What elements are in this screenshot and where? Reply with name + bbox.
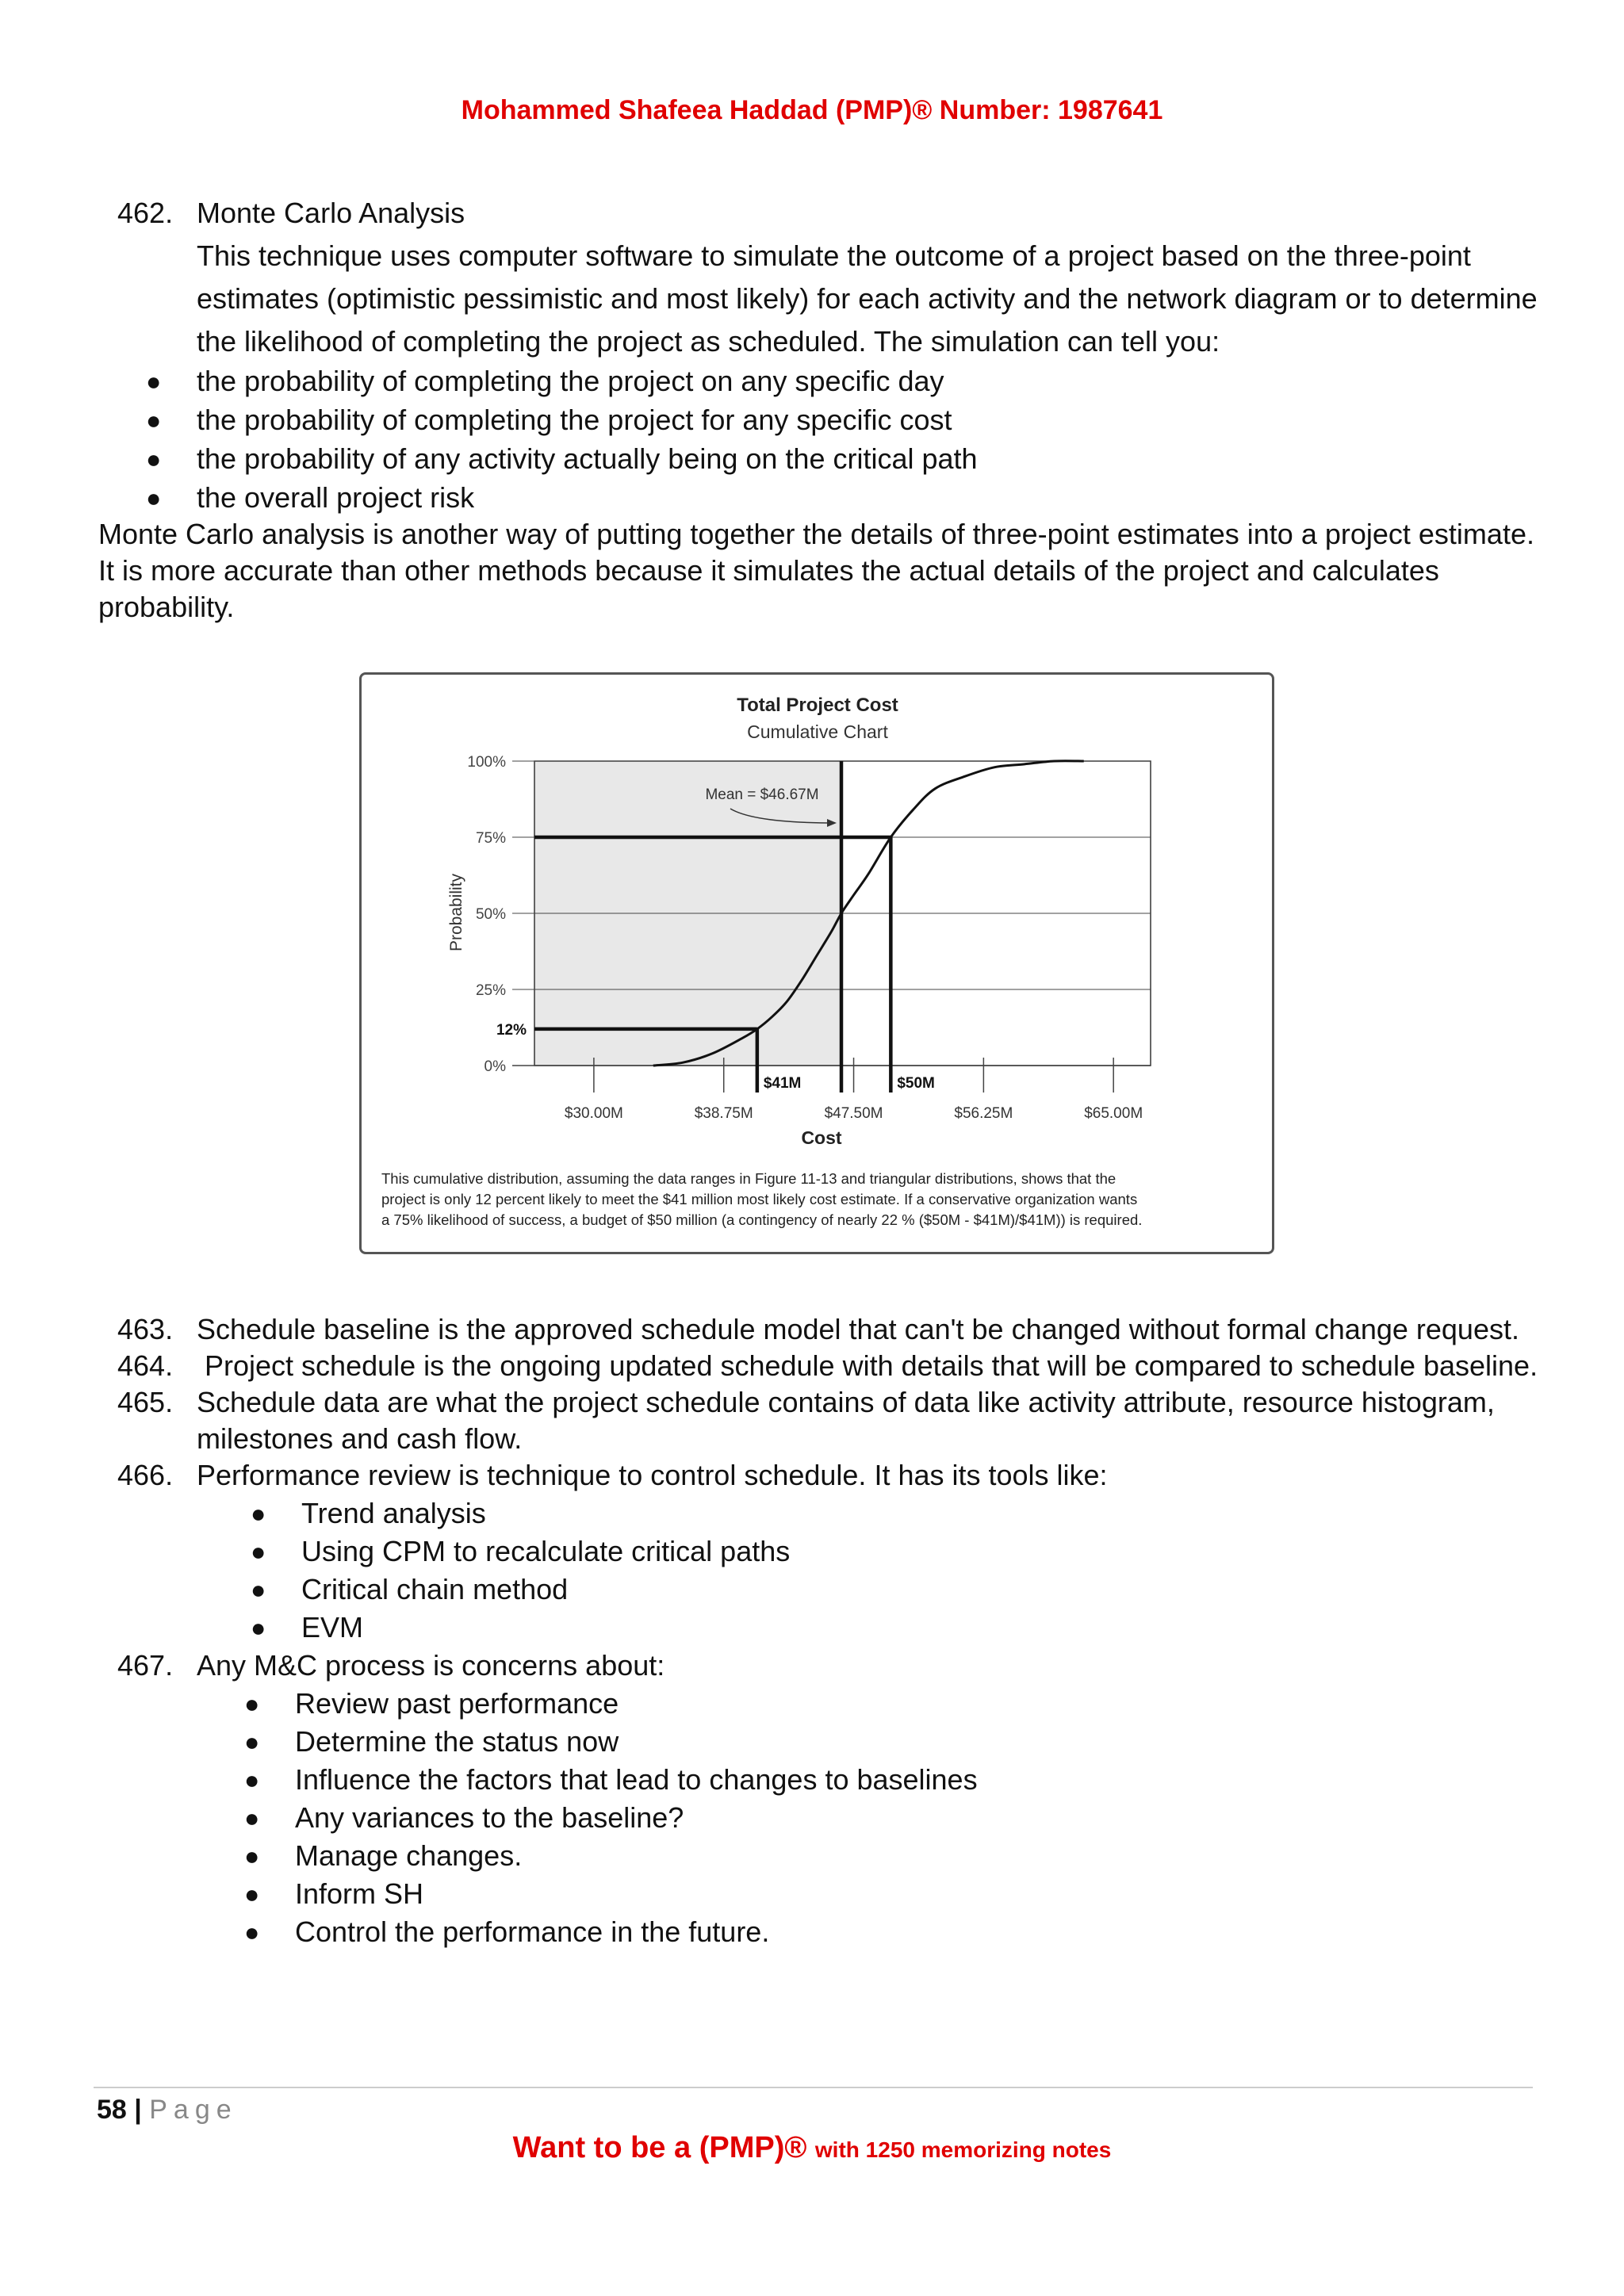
cumulative-cost-chart <box>362 675 1268 1247</box>
bullet-icon: ● <box>244 1842 260 1870</box>
x-tick-label: $65.00M <box>1084 1105 1143 1122</box>
summary-line-2: It is more accurate than other methods because it simulates the actual details of the project and calculates <box>98 554 1439 587</box>
item-462-para-line-1: This technique uses computer software to simulate the outcome of a project based on the three-point <box>197 239 1471 272</box>
list-item: the overall project risk <box>197 481 475 514</box>
item-463-text: Schedule baseline is the approved schedule model that can't be changed without formal change request. <box>197 1313 1519 1345</box>
item-462-para-line-2: estimates (optimistic pessimistic and most likely) for each activity and the network diagram or to determine <box>197 282 1538 315</box>
bullet-icon: ● <box>251 1575 266 1604</box>
item-462-para-line-3: the likelihood of completing the project as scheduled. The simulation can tell you: <box>197 325 1220 358</box>
item-465-text-line-1: Schedule data are what the project schedule contains of data like activity attribute, resource histogram, <box>197 1386 1495 1418</box>
list-item: Inform SH <box>295 1877 424 1910</box>
list-item: the probability of completing the project for any specific cost <box>197 404 952 436</box>
y-tick-label: 25% <box>475 982 506 999</box>
bullet-icon: ● <box>244 1918 260 1946</box>
list-item: Determine the status now <box>295 1725 619 1758</box>
page-number-separator: | <box>134 2095 142 2125</box>
list-item: Control the performance in the future. <box>295 1915 770 1948</box>
y-axis-label: Probability <box>447 873 465 952</box>
list-item: the probability of completing the project on any specific day <box>197 365 944 397</box>
list-item: the probability of any activity actually being on the critical path <box>197 442 978 475</box>
x-tick-label: $30.00M <box>564 1105 623 1122</box>
bullet-icon: ● <box>251 1613 266 1642</box>
item-467-text: Any M&C process is concerns about: <box>197 1649 665 1682</box>
marker-x-label: $41M <box>763 1075 802 1092</box>
item-462-title: Monte Carlo Analysis <box>197 197 465 229</box>
item-462-number: 462. <box>117 197 174 229</box>
item-464-text: Project schedule is the ongoing updated schedule with details that will be compared to schedule baseline. <box>197 1349 1538 1382</box>
list-item: Manage changes. <box>295 1839 523 1872</box>
y-tick-label: 100% <box>467 754 506 771</box>
chart-caption-line-3: a 75% likelihood of success, a budget of $50 million (a contingency of nearly 22 % ($50M - $41M)/$41M)) is required. <box>381 1211 1143 1228</box>
bullet-icon: ● <box>146 445 162 473</box>
item-466-text: Performance review is technique to control schedule. It has its tools like: <box>197 1459 1108 1491</box>
list-item: Using CPM to recalculate critical paths <box>301 1535 791 1567</box>
item-466-number: 466. <box>117 1459 174 1491</box>
bullet-icon: ● <box>244 1728 260 1756</box>
y-tick-label: 0% <box>484 1058 506 1075</box>
footer-divider <box>94 2087 1533 2088</box>
x-tick-label: $38.75M <box>694 1105 753 1122</box>
x-tick-label: $47.50M <box>824 1105 883 1122</box>
item-464-number: 464. <box>117 1349 174 1382</box>
bullet-icon: ● <box>146 484 162 512</box>
summary-line-1: Monte Carlo analysis is another way of putting together the details of three-point estimates into a project estimate. <box>98 518 1534 550</box>
chart-title: Total Project Cost <box>737 695 898 716</box>
bullet-icon: ● <box>251 1537 266 1566</box>
mean-label: Mean = $46.67M <box>705 786 819 803</box>
bullet-icon: ● <box>146 406 162 434</box>
bullet-icon: ● <box>244 1689 260 1718</box>
page-header-title: Mohammed Shafeea Haddad (PMP)® Number: 1987641 <box>461 95 1163 125</box>
chart-caption-line-1: This cumulative distribution, assuming the data ranges in Figure 11-13 and triangular distributions, shows that the <box>381 1170 1116 1187</box>
bullet-icon: ● <box>244 1766 260 1794</box>
item-465-number: 465. <box>117 1386 174 1418</box>
bullet-icon: ● <box>244 1880 260 1908</box>
chart-subtitle: Cumulative Chart <box>747 721 888 742</box>
list-item: Review past performance <box>295 1687 619 1720</box>
chart-caption-line-2: project is only 12 percent likely to meet the $41 million most likely cost estimate. If a conservative organization wants <box>381 1191 1138 1207</box>
list-item: Any variances to the baseline? <box>295 1801 684 1834</box>
page-number-value: 58 <box>97 2095 127 2125</box>
marker-x-label: $50M <box>897 1075 935 1092</box>
item-465-text-line-2: milestones and cash flow. <box>197 1422 523 1455</box>
bullet-icon: ● <box>244 1804 260 1832</box>
x-tick-label: $56.25M <box>954 1105 1013 1122</box>
bullet-icon: ● <box>251 1499 266 1528</box>
bullet-icon: ● <box>146 367 162 396</box>
list-item: Influence the factors that lead to changes to baselines <box>295 1763 978 1796</box>
footer-cta-main: Want to be a (PMP)® <box>512 2131 807 2164</box>
page-word: Page <box>149 2095 238 2125</box>
summary-line-3: probability. <box>98 591 235 623</box>
y-tick-label: 75% <box>475 830 506 847</box>
y-tick-label: 50% <box>475 906 506 923</box>
marker-y-label: 12% <box>496 1021 527 1039</box>
footer-cta <box>0 2131 1624 2165</box>
item-463-number: 463. <box>117 1313 174 1345</box>
list-item: EVM <box>301 1611 364 1644</box>
page-number <box>97 2095 238 2126</box>
x-axis-label: Cost <box>801 1127 842 1148</box>
list-item: Critical chain method <box>301 1573 569 1605</box>
item-467-number: 467. <box>117 1649 174 1682</box>
list-item: Trend analysis <box>301 1497 486 1529</box>
footer-cta-small: with 1250 memorizing notes <box>814 2137 1112 2162</box>
